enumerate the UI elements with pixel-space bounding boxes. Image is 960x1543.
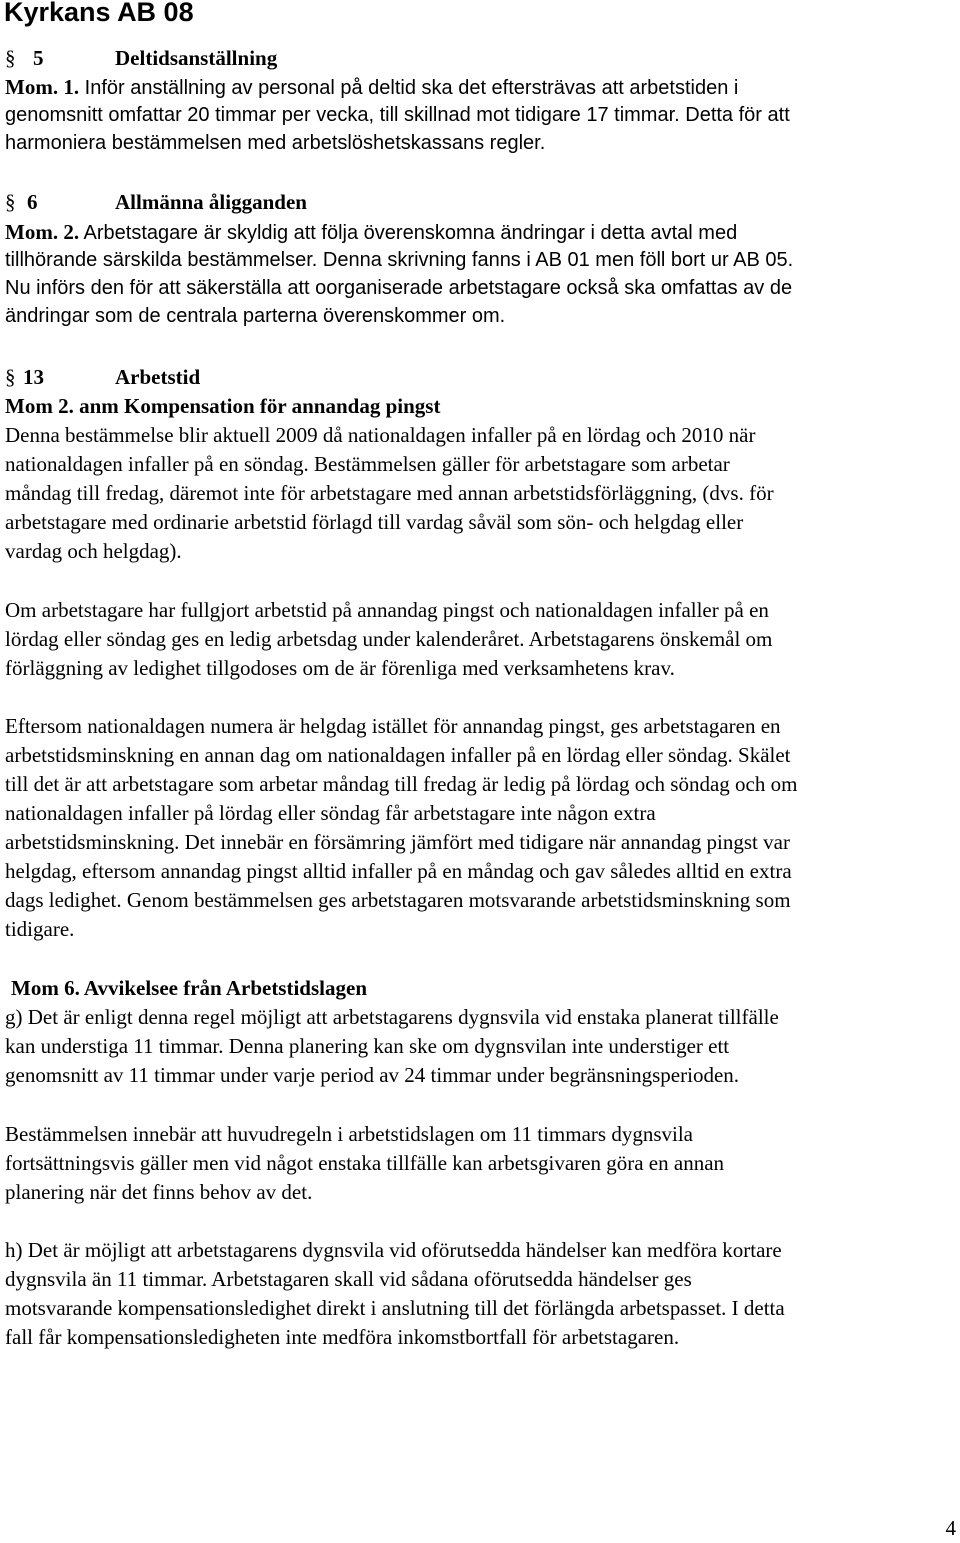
paragraph-line: Bestämmelsen innebär att huvudregeln i arbetstidslagen om 11 timmars dygnsvila	[5, 1122, 693, 1146]
section-13-paragraph-1	[5, 421, 774, 566]
section-5-heading	[5, 44, 277, 73]
paragraph-line: nationaldagen infaller på lördag eller söndag får arbetstagare inte någon extra	[5, 801, 656, 825]
section-5-line-2: genomsnitt omfattar 20 timmar per vecka, till skillnad mot tidigare 17 timmar. Detta för att	[5, 104, 790, 126]
section-sign: §	[5, 46, 16, 70]
paragraph-line: genomsnitt av 11 timmar under varje period av 24 timmar under begränsningsperioden.	[5, 1063, 740, 1087]
section-5-text: Inför anställning av personal på deltid ska det eftersträvas att arbetstiden i	[79, 77, 739, 99]
paragraph-line: måndag till fredag, däremot inte för arbetstagare med annan arbetstidsförläggning, (dvs. för	[5, 481, 774, 505]
paragraph-line: g) Det är enligt denna regel möjligt att arbetstagarens dygnsvila vid enstaka planerat tillfälle	[5, 1005, 779, 1029]
section-6-line-3: Nu införs den för att säkerställa att oorganiserade arbetstagare också ska omfattas av de	[5, 277, 793, 299]
paragraph-line: till det är att arbetstagare som arbetar måndag till fredag är ledig på lördag och söndag och om	[5, 772, 798, 796]
section-sign: §	[5, 365, 16, 389]
section-6-line-2: tillhörande särskilda bestämmelser. Denna skrivning fanns i AB 01 men föll bort ur AB 05.	[5, 249, 794, 271]
mom-6-paragraph-g-explanation	[5, 1120, 724, 1207]
paragraph-line: vardag och helgdag).	[5, 539, 182, 563]
paragraph-line: lördag eller söndag ges en ledig arbetsdag under kalenderåret. Arbetstagarens önskemål om	[5, 627, 773, 651]
section-5-title: Deltidsanställning	[115, 46, 278, 70]
section-13-number: 13	[23, 365, 44, 389]
paragraph-line: h) Det är möjligt att arbetstagarens dygnsvila vid oförutsedda händelser kan medföra kortare	[5, 1238, 782, 1262]
section-6-line-4: ändringar som de centrala parterna överenskommer om.	[5, 305, 506, 327]
paragraph-line: planering när det finns behov av det.	[5, 1180, 313, 1204]
paragraph-line: nationaldagen infaller på en söndag. Bestämmelsen gäller för arbetstagare som arbetar	[5, 452, 730, 476]
document-title: Kyrkans AB 08	[4, 0, 194, 27]
paragraph-line: tidigare.	[5, 917, 75, 941]
section-5-mom: Mom. 1.	[5, 75, 80, 99]
section-sign: §	[5, 190, 16, 214]
mom-6-paragraph-g	[5, 1003, 779, 1090]
mom-6-paragraph-h	[5, 1236, 785, 1352]
section-5-number: 5	[33, 46, 44, 70]
paragraph-line: Om arbetstagare har fullgjort arbetstid på annandag pingst och nationaldagen infaller på en	[5, 598, 769, 622]
page-number: 4	[945, 1516, 956, 1540]
section-6-line-1	[5, 218, 793, 246]
section-5-line-3: harmoniera bestämmelsen med arbetslöshetskassans regler.	[5, 132, 546, 154]
section-6-body	[5, 218, 793, 330]
paragraph-line: dygnsvila än 11 timmar. Arbetstagaren skall vid sådana oförutsedda händelser ges	[5, 1267, 692, 1291]
section-13-heading	[5, 363, 200, 392]
section-6-number: 6	[27, 190, 38, 214]
paragraph-line: motsvarande kompensationsledighet direkt i anslutning till det förlängda arbetspasset. I detta	[5, 1296, 785, 1320]
section-6-title: Allmänna åligganden	[115, 190, 307, 214]
section-6-mom: Mom. 2.	[5, 220, 80, 244]
paragraph-line: arbetstidsminskning en annan dag om nationaldagen infaller på en lördag eller söndag. Skälet	[5, 743, 791, 767]
section-5-body	[5, 73, 790, 157]
paragraph-line: Denna bestämmelse blir aktuell 2009 då nationaldagen infaller på en lördag och 2010 när	[5, 423, 756, 447]
paragraph-line: arbetstagare med ordinarie arbetstid förlagd till vardag såväl som sön- och helgdag eller	[5, 510, 744, 534]
paragraph-line: helgdag, eftersom annandag pingst alltid infaller på en måndag och gav således alltid en extra	[5, 859, 792, 883]
paragraph-line: kan understiga 11 timmar. Denna planering kan ske om dygnsvilan inte understiger ett	[5, 1034, 730, 1058]
mom-6-heading: Mom 6. Avvikelsee från Arbetstidslagen	[11, 976, 367, 1000]
paragraph-line: arbetstidsminskning. Det innebär en försämring jämfört med tidigare när annandag pingst var	[5, 830, 790, 854]
mom-2-heading: Mom 2. anm Kompensation för annandag pingst	[5, 394, 441, 418]
paragraph-line: fortsättningsvis gäller men vid något enstaka tillfälle kan arbetsgivaren göra en annan	[5, 1151, 725, 1175]
section-13-paragraph-2	[5, 596, 772, 683]
paragraph-line: fall får kompensationsledigheten inte medföra inkomstbortfall för arbetstagaren.	[5, 1325, 680, 1349]
section-13-paragraph-3	[5, 712, 797, 944]
section-13-title: Arbetstid	[115, 365, 201, 389]
paragraph-line: dags ledighet. Genom bestämmelsen ges arbetstagaren motsvarande arbetstidsminskning som	[5, 888, 791, 912]
section-6-text: Arbetstagare är skyldig att följa överenskomna ändringar i detta avtal med	[79, 222, 738, 244]
section-5-line-1	[5, 73, 790, 101]
paragraph-line: Eftersom nationaldagen numera är helgdag istället för annandag pingst, ges arbetstagaren en	[5, 714, 781, 738]
paragraph-line: förläggning av ledighet tillgodoses om de är förenliga med verksamhetens krav.	[5, 656, 675, 680]
section-6-heading	[5, 188, 307, 217]
